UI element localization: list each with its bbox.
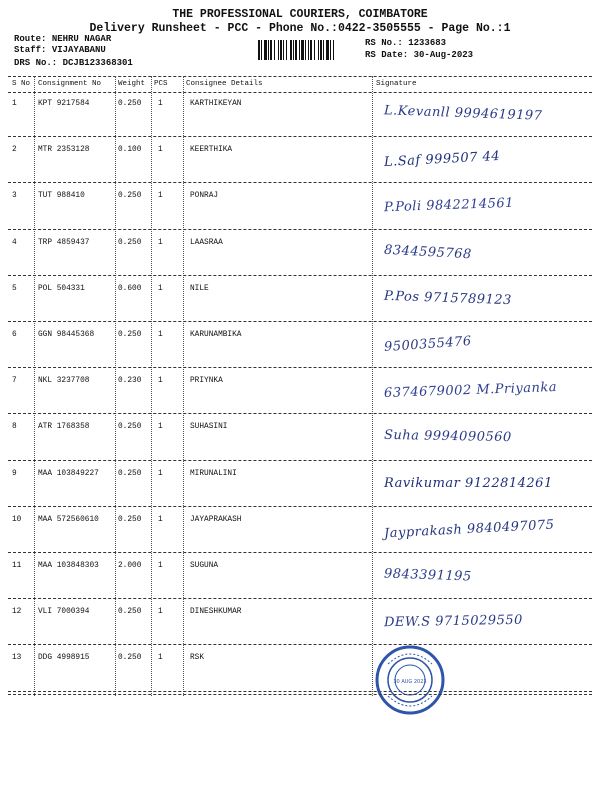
row-sno: 5 — [12, 284, 17, 293]
rs-date-line — [365, 50, 473, 60]
route-line — [14, 34, 111, 44]
staff-line — [14, 45, 106, 55]
row-consignee: NILE — [190, 284, 209, 293]
row-weight: 0.250 — [118, 469, 142, 478]
row-consignee: KEERTHIKA — [190, 146, 233, 155]
row-weight: 0.250 — [118, 238, 142, 247]
row-pcs: 1 — [158, 654, 163, 663]
rs-date-label: RS Date: — [365, 50, 409, 60]
table-row — [0, 188, 600, 234]
row-sno: 11 — [12, 562, 22, 570]
row-consignee: PONRAJ — [190, 192, 219, 201]
row-consignee: KARTHIKEYAN — [190, 100, 242, 108]
row-weight: 0.250 — [118, 515, 142, 524]
row-consignee: DINESHKUMAR — [190, 608, 242, 617]
row-weight: 0.250 — [118, 100, 142, 108]
row-signature: DEW.S 9715029550 — [383, 612, 524, 631]
row-pcs: 1 — [158, 377, 163, 386]
row-signature: P.Pos 9715789123 — [383, 288, 513, 309]
rs-no-label: RS No.: — [365, 38, 403, 48]
drs-label: DRS No.: — [14, 58, 58, 68]
table-row — [0, 466, 600, 512]
route-value: NEHRU NAGAR — [51, 34, 112, 44]
table-top-rule — [8, 76, 592, 77]
runsheet-subtitle: Delivery Runsheet - PCC - Phone No.:0422-3505555 - Page No.:1 — [89, 22, 511, 35]
table-row — [0, 650, 600, 696]
receiver-stamp — [374, 644, 446, 716]
row-weight: 0.250 — [118, 654, 142, 663]
row-weight: 0.230 — [118, 377, 142, 386]
row-sno: 7 — [12, 377, 17, 386]
row-separator — [8, 460, 592, 461]
row-consignment-no: ATR 1768358 — [38, 423, 90, 432]
stamp-date: 30 AUG 2023 — [393, 679, 427, 685]
row-pcs: 1 — [158, 146, 163, 155]
row-signature: 6374679002 M.Priyanka — [383, 380, 558, 402]
row-pcs: 1 — [158, 562, 163, 570]
row-consignment-no: TRP 4859437 — [38, 238, 90, 247]
col-pcs-header: PCS — [154, 80, 168, 88]
row-consignment-no: MTR 2353128 — [38, 146, 90, 155]
row-consignment-no: POL 504331 — [38, 284, 85, 293]
table-bottom-rule — [8, 694, 592, 695]
row-sno: 10 — [12, 515, 22, 524]
row-pcs: 1 — [158, 284, 163, 293]
row-sno: 12 — [12, 608, 22, 617]
row-consignee: KARUNAMBIKA — [190, 331, 242, 339]
row-sno: 4 — [12, 238, 17, 247]
row-consignee: SUHASINI — [190, 423, 228, 432]
row-consignment-no: GGN 98445368 — [38, 331, 95, 339]
row-separator — [8, 506, 592, 507]
row-separator — [8, 552, 592, 553]
row-pcs: 1 — [158, 515, 163, 524]
table-header-rule — [8, 92, 592, 93]
row-consignment-no: DDG 4998915 — [38, 654, 90, 663]
row-separator — [8, 321, 592, 322]
row-separator — [8, 182, 592, 183]
row-weight: 0.250 — [118, 608, 142, 617]
rs-no-line — [365, 38, 446, 48]
row-pcs: 1 — [158, 331, 163, 339]
row-consignment-no: MAA 103848303 — [38, 562, 99, 570]
row-consignee: LAASRAA — [190, 238, 223, 247]
row-weight: 0.600 — [118, 284, 142, 293]
table-row — [0, 327, 600, 373]
row-separator — [8, 275, 592, 276]
col-sno-header: S No — [12, 80, 31, 88]
table-row — [0, 512, 600, 558]
col-consignee-header: Consignee Details — [186, 80, 263, 88]
table-row — [0, 281, 600, 327]
col-weight-header: Weight — [118, 80, 146, 88]
row-signature: Jayprakash 9840497075 — [383, 517, 555, 542]
staff-value: VIJAYABANU — [51, 45, 106, 55]
row-weight: 0.250 — [118, 192, 142, 201]
row-separator — [8, 691, 592, 692]
row-pcs: 1 — [158, 238, 163, 247]
col-consignment-header: Consignment No — [38, 80, 102, 88]
col-signature-header: Signature — [376, 80, 417, 88]
row-signature: 9843391195 — [383, 566, 472, 585]
row-pcs: 1 — [158, 100, 163, 108]
staff-label: Staff: — [14, 45, 47, 55]
row-weight: 0.100 — [118, 146, 142, 155]
row-weight: 0.250 — [118, 423, 142, 432]
row-signature: P.Poli 9842214561 — [383, 196, 515, 216]
row-pcs: 1 — [158, 469, 163, 478]
row-sno: 2 — [12, 146, 17, 155]
row-weight: 0.250 — [118, 331, 142, 339]
row-sno: 1 — [12, 100, 17, 108]
row-signature: Ravikumar 9122814261 — [384, 475, 553, 491]
row-sno: 8 — [12, 423, 17, 432]
row-consignee: JAYAPRAKASH — [190, 515, 242, 524]
rs-no-value: 1233683 — [408, 38, 447, 48]
table-row — [0, 235, 600, 281]
company-title: THE PROFESSIONAL COURIERS, COIMBATORE — [172, 8, 428, 21]
row-sno: 13 — [12, 654, 22, 663]
table-row — [0, 558, 600, 604]
row-pcs: 1 — [158, 192, 163, 201]
row-separator — [8, 367, 592, 368]
table-row — [0, 373, 600, 419]
row-consignment-no: TUT 988410 — [38, 192, 85, 201]
rs-date-value: 30-Aug-2023 — [413, 50, 474, 60]
row-consignment-no: KPT 9217584 — [38, 100, 90, 108]
row-separator — [8, 413, 592, 414]
row-consignee: SUGUNA — [190, 562, 219, 570]
row-sno: 6 — [12, 331, 17, 339]
row-sno: 9 — [12, 469, 17, 478]
row-separator — [8, 136, 592, 137]
row-sno: 3 — [12, 192, 17, 201]
row-signature: Suha 9994090560 — [383, 428, 512, 446]
row-signature: 8344595768 — [383, 242, 473, 262]
row-consignment-no: NKL 3237708 — [38, 377, 90, 386]
drs-line — [14, 58, 133, 68]
row-separator — [8, 644, 592, 645]
row-pcs: 1 — [158, 608, 163, 617]
row-separator — [8, 598, 592, 599]
row-consignment-no: VLI 7000394 — [38, 608, 90, 617]
row-signature: L.Kevanll 9994619197 — [383, 103, 543, 124]
row-consignment-no: MAA 572560610 — [38, 515, 99, 524]
row-consignee: RSK — [190, 654, 205, 663]
table-row — [0, 142, 600, 188]
row-consignment-no: MAA 103849227 — [38, 469, 99, 478]
row-signature: 9500355476 — [383, 333, 473, 356]
row-consignee: MIRUNALINI — [190, 469, 237, 478]
barcode-bar — [334, 40, 335, 60]
table-row — [0, 419, 600, 465]
row-separator — [8, 229, 592, 230]
row-consignee: PRIYNKA — [190, 377, 223, 386]
row-pcs: 1 — [158, 423, 163, 432]
barcode — [258, 40, 358, 60]
row-signature: L.Saf 999507 44 — [383, 149, 501, 171]
table-row — [0, 96, 600, 142]
drs-value: DCJB123368301 — [62, 58, 133, 68]
row-weight: 2.000 — [118, 562, 142, 570]
route-label: Route: — [14, 34, 47, 44]
table-row — [0, 604, 600, 650]
